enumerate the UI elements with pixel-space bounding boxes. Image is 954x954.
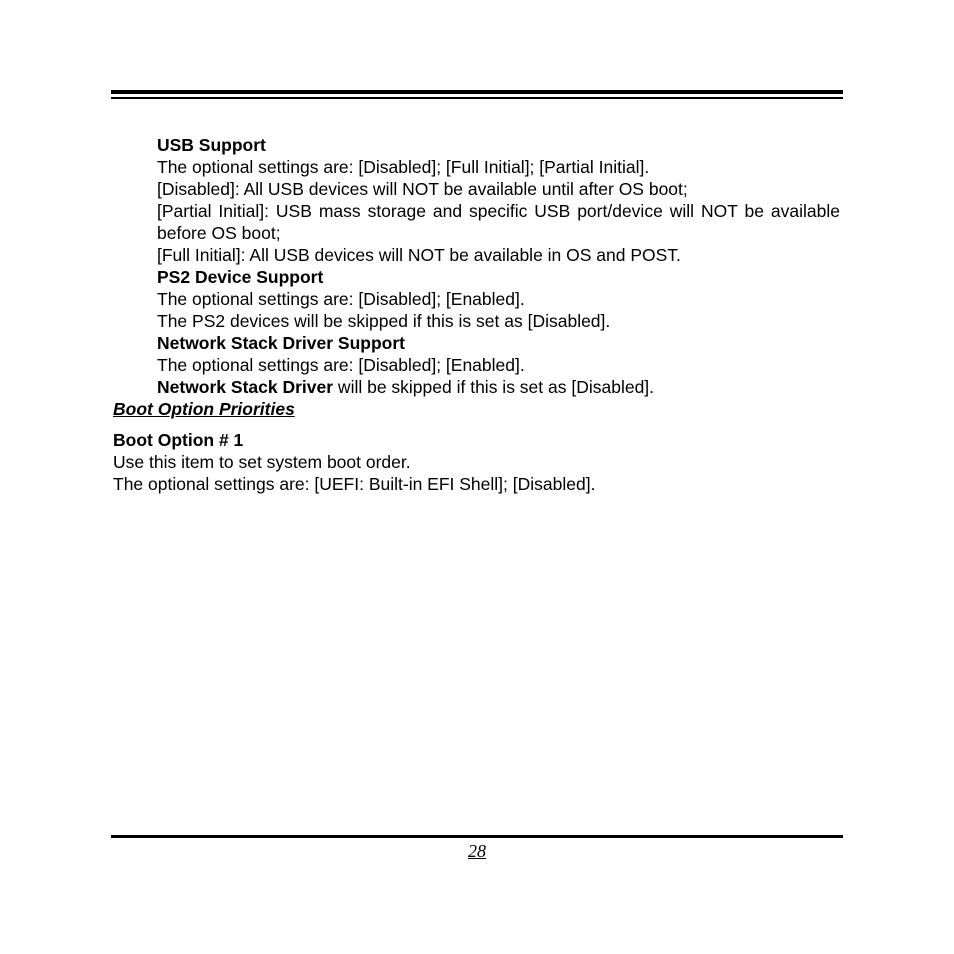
ps2-support-section	[113, 266, 840, 332]
header-rule-thick	[111, 90, 843, 94]
usb-support-section	[113, 134, 840, 266]
ps2-support-title: PS2 Device Support	[157, 267, 324, 287]
boot-option-1-options: The optional settings are: [UEFI: Built-in EFI Shell]; [Disabled].	[113, 474, 596, 494]
ps2-support-options: The optional settings are: [Disabled]; [Enabled].	[157, 289, 525, 309]
usb-support-options: The optional settings are: [Disabled]; [Full Initial]; [Partial Initial].	[157, 157, 650, 177]
network-stack-title: Network Stack Driver Support	[157, 333, 405, 353]
network-stack-options: The optional settings are: [Disabled]; [Enabled].	[157, 355, 525, 375]
usb-support-full-desc: [Full Initial]: All USB devices will NOT be available in OS and POST.	[157, 245, 681, 265]
network-stack-desc	[157, 376, 840, 398]
boot-priorities-heading: Boot Option Priorities	[113, 399, 295, 419]
boot-option-1-desc: Use this item to set system boot order.	[113, 452, 411, 472]
network-stack-section	[113, 332, 840, 398]
network-stack-desc-rest: will be skipped if this is set as [Disabled].	[333, 377, 655, 397]
usb-support-disabled-desc: [Disabled]: All USB devices will NOT be available until after OS boot;	[157, 179, 688, 199]
network-stack-desc-bold: Network Stack Driver	[157, 377, 334, 397]
boot-priorities-section	[113, 398, 840, 495]
header-rule-thin	[111, 97, 843, 99]
ps2-support-desc: The PS2 devices will be skipped if this is set as [Disabled].	[157, 311, 611, 331]
page-number	[0, 840, 954, 862]
footer-rule	[111, 835, 843, 838]
usb-support-title: USB Support	[157, 135, 266, 155]
usb-support-partial-desc: [Partial Initial]: USB mass storage and specific USB port/device will NOT be available before OS boot;	[157, 201, 840, 243]
boot-option-1-title: Boot Option # 1	[113, 430, 244, 450]
page-content	[113, 134, 840, 495]
page-number-text: 28	[468, 841, 486, 861]
